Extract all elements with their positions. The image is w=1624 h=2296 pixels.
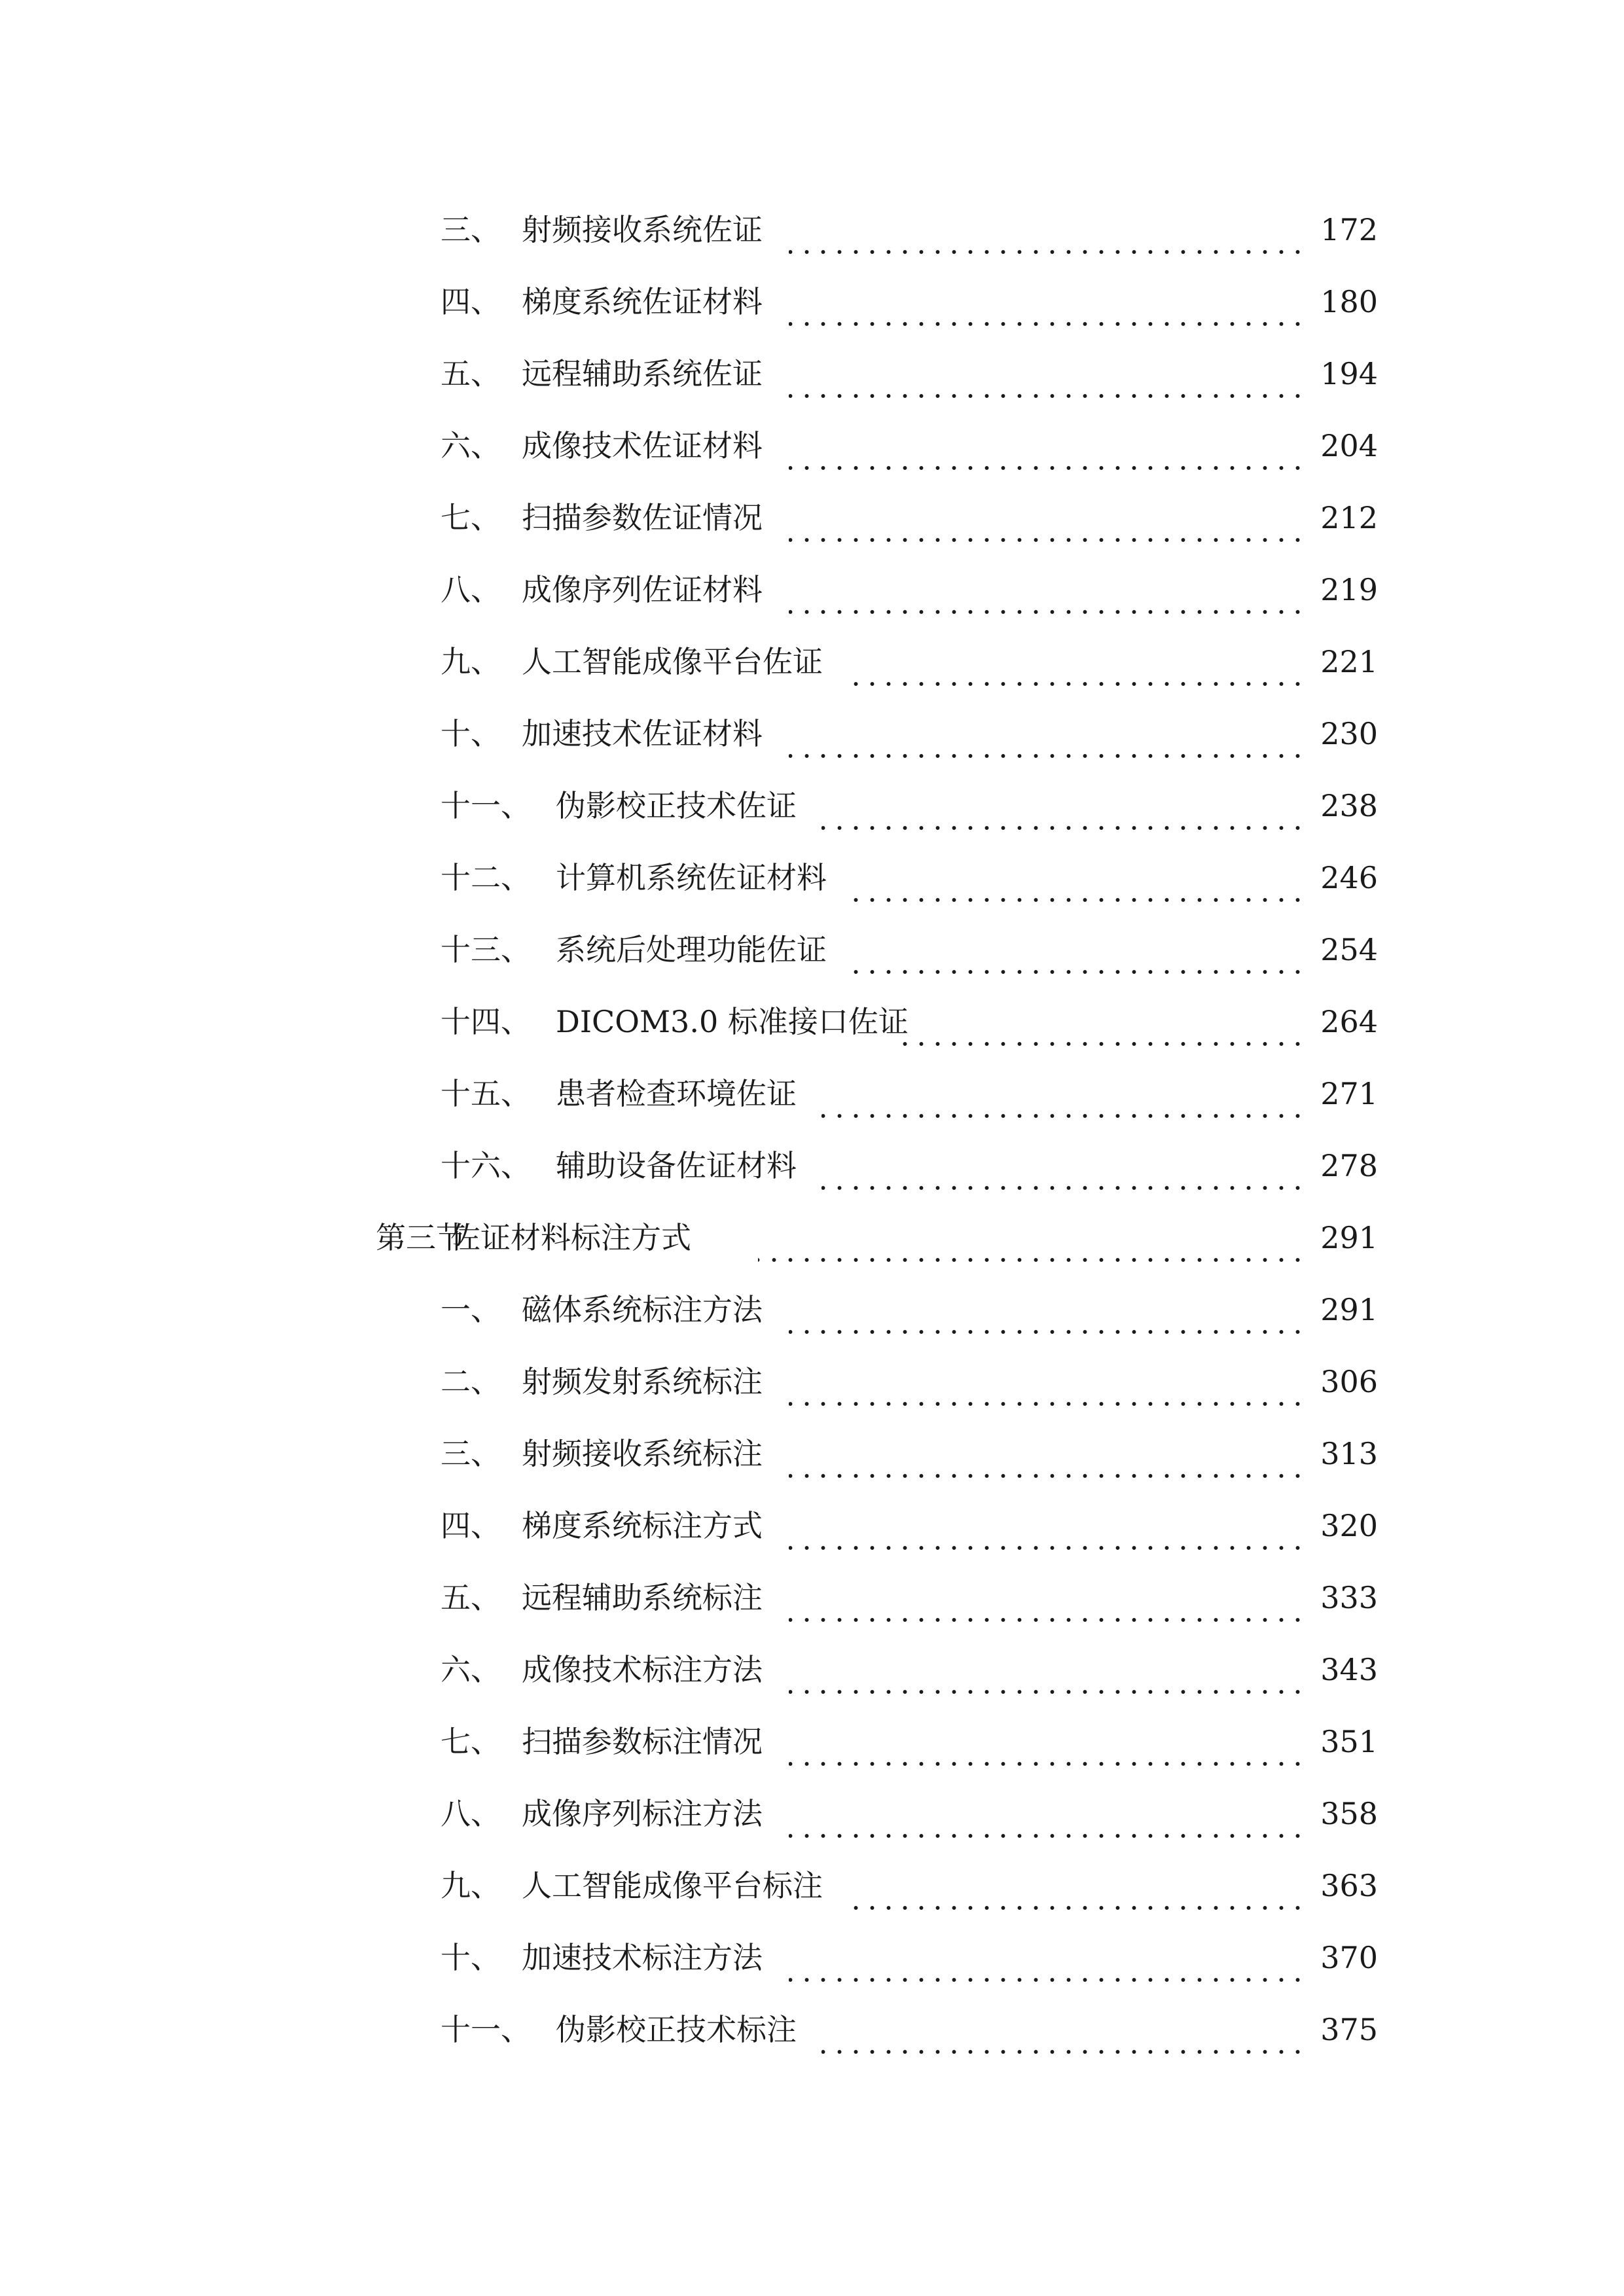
toc-dot-leader xyxy=(789,1474,1306,1478)
toc-entry-title: 患者检查环境佐证 xyxy=(556,1076,797,1111)
toc-entry-number: 三、 xyxy=(441,212,501,247)
toc-entry-number: 十六、 xyxy=(441,1148,531,1183)
toc-page-number: 313 xyxy=(1320,1436,1378,1471)
toc-entry[interactable] xyxy=(0,1284,1624,1356)
toc-dot-leader xyxy=(853,898,1306,902)
toc-entry-number: 五、 xyxy=(441,1580,501,1615)
toc-entry-title: 射频接收系统佐证 xyxy=(522,212,763,247)
toc-page-number: 375 xyxy=(1320,2012,1378,2047)
toc-entry[interactable] xyxy=(0,2004,1624,2076)
toc-dot-leader xyxy=(789,394,1306,398)
toc-entry[interactable] xyxy=(0,996,1624,1068)
toc-entry[interactable] xyxy=(0,348,1624,420)
toc-dot-leader xyxy=(789,1762,1306,1766)
toc-entry-number: 十五、 xyxy=(441,1076,531,1111)
toc-dot-leader xyxy=(789,250,1306,254)
table-of-contents xyxy=(0,204,1624,2076)
toc-page-number: 264 xyxy=(1320,1004,1378,1039)
toc-dot-leader xyxy=(853,970,1306,974)
toc-page-number: 278 xyxy=(1320,1148,1378,1183)
toc-entry[interactable] xyxy=(0,1860,1624,1932)
toc-entry-number: 十、 xyxy=(441,716,501,751)
toc-dot-leader xyxy=(789,754,1306,758)
toc-dot-leader xyxy=(789,1330,1306,1334)
toc-page-number: 363 xyxy=(1320,1868,1378,1903)
toc-entry-title: 远程辅助系统标注 xyxy=(522,1580,763,1615)
toc-entry[interactable] xyxy=(0,420,1624,492)
toc-entry-title: 梯度系统佐证材料 xyxy=(522,284,763,319)
toc-entry-number: 七、 xyxy=(441,1724,501,1759)
toc-dot-leader xyxy=(758,1258,1306,1262)
toc-page-number: 271 xyxy=(1320,1076,1378,1111)
toc-dot-leader xyxy=(789,1978,1306,1982)
toc-page-number: 333 xyxy=(1320,1580,1378,1615)
toc-page-number: 320 xyxy=(1320,1508,1378,1543)
toc-dot-leader xyxy=(892,1042,1306,1046)
toc-dot-leader xyxy=(789,610,1306,614)
toc-dot-leader xyxy=(789,466,1306,470)
toc-entry-title: 辅助设备佐证材料 xyxy=(556,1148,797,1183)
toc-dot-leader xyxy=(821,826,1306,830)
toc-entry-title: 成像技术标注方法 xyxy=(522,1652,763,1687)
toc-dot-leader xyxy=(789,538,1306,542)
toc-entry-title: 系统后处理功能佐证 xyxy=(556,932,827,967)
toc-entry[interactable] xyxy=(0,492,1624,564)
toc-entry-title: 人工智能成像平台标注 xyxy=(522,1868,823,1903)
toc-page-number: 358 xyxy=(1320,1796,1378,1831)
toc-entry-title: 磁体系统标注方法 xyxy=(522,1292,763,1327)
toc-page-number: 238 xyxy=(1320,788,1378,823)
toc-entry-number: 十一、 xyxy=(441,788,531,823)
toc-dot-leader xyxy=(789,1834,1306,1838)
toc-page-number: 194 xyxy=(1320,356,1378,391)
toc-entry-title: 人工智能成像平台佐证 xyxy=(522,644,823,679)
toc-dot-leader xyxy=(853,1906,1306,1910)
toc-entry[interactable] xyxy=(0,708,1624,780)
toc-entry-number: 七、 xyxy=(441,500,501,535)
toc-entry-number: 十三、 xyxy=(441,932,531,967)
toc-section-entry[interactable] xyxy=(0,1212,1624,1284)
toc-entry-title: DICOM3.0 标准接口佐证 xyxy=(556,1004,909,1039)
toc-entry-number: 十四、 xyxy=(441,1004,531,1039)
toc-entry-number: 十二、 xyxy=(441,860,531,895)
toc-page-number: 230 xyxy=(1320,716,1378,751)
toc-entry[interactable] xyxy=(0,1788,1624,1860)
toc-dot-leader xyxy=(853,682,1306,686)
toc-entry-title: 梯度系统标注方式 xyxy=(522,1508,763,1543)
toc-entry[interactable] xyxy=(0,780,1624,852)
toc-entry-title: 成像序列佐证材料 xyxy=(522,572,763,607)
toc-entry-title: 扫描参数标注情况 xyxy=(522,1724,763,1759)
toc-entry[interactable] xyxy=(0,924,1624,996)
toc-entry-number: 四、 xyxy=(441,284,501,319)
toc-dot-leader xyxy=(821,1186,1306,1190)
toc-entry-number: 八、 xyxy=(441,1796,501,1831)
toc-entry-title: 计算机系统佐证材料 xyxy=(556,860,827,895)
toc-page-number: 291 xyxy=(1320,1292,1378,1327)
toc-page-number: 212 xyxy=(1320,500,1378,535)
toc-dot-leader xyxy=(821,1114,1306,1118)
toc-page-number: 221 xyxy=(1320,644,1378,679)
toc-page-number: 204 xyxy=(1320,428,1378,463)
toc-dot-leader xyxy=(789,1618,1306,1622)
toc-page-number: 172 xyxy=(1320,212,1378,247)
toc-entry-number: 一、 xyxy=(441,1292,501,1327)
toc-entry-number: 九、 xyxy=(441,644,501,679)
toc-dot-leader xyxy=(789,1402,1306,1406)
toc-page-number: 291 xyxy=(1320,1220,1378,1255)
toc-entry-title: 扫描参数佐证情况 xyxy=(522,500,763,535)
toc-entry[interactable] xyxy=(0,636,1624,708)
toc-entry[interactable] xyxy=(0,1428,1624,1500)
toc-dot-leader xyxy=(789,1546,1306,1550)
toc-dot-leader xyxy=(789,1690,1306,1694)
toc-entry[interactable] xyxy=(0,1500,1624,1572)
toc-page-number: 370 xyxy=(1320,1940,1378,1975)
toc-entry[interactable] xyxy=(0,564,1624,636)
toc-dot-leader xyxy=(821,2050,1306,2054)
toc-page-number: 246 xyxy=(1320,860,1378,895)
toc-entry-number: 六、 xyxy=(441,428,501,463)
toc-entry[interactable] xyxy=(0,1068,1624,1140)
toc-entry[interactable] xyxy=(0,1932,1624,2004)
toc-entry-title: 伪影校正技术标注 xyxy=(556,2012,797,2047)
toc-entry-number: 三、 xyxy=(441,1436,501,1471)
toc-entry-number: 六、 xyxy=(441,1652,501,1687)
toc-entry[interactable] xyxy=(0,1644,1624,1716)
toc-entry-number: 八、 xyxy=(441,572,501,607)
toc-entry-title: 伪影校正技术佐证 xyxy=(556,788,797,823)
toc-entry-title: 成像技术佐证材料 xyxy=(522,428,763,463)
toc-entry-number: 九、 xyxy=(441,1868,501,1903)
toc-entry[interactable] xyxy=(0,276,1624,348)
toc-entry[interactable] xyxy=(0,1356,1624,1428)
toc-entry[interactable] xyxy=(0,1140,1624,1212)
toc-page-number: 180 xyxy=(1320,284,1378,319)
toc-entry-title: 成像序列标注方法 xyxy=(522,1796,763,1831)
toc-entry[interactable] xyxy=(0,1716,1624,1788)
toc-page-number: 306 xyxy=(1320,1364,1378,1399)
toc-section-title: 佐证材料标注方式 xyxy=(450,1220,691,1255)
toc-entry-title: 加速技术佐证材料 xyxy=(522,716,763,751)
toc-entry-title: 射频接收系统标注 xyxy=(522,1436,763,1471)
toc-entry-title: 远程辅助系统佐证 xyxy=(522,356,763,391)
toc-entry[interactable] xyxy=(0,852,1624,924)
toc-entry-number: 五、 xyxy=(441,356,501,391)
toc-entry-title: 加速技术标注方法 xyxy=(522,1940,763,1975)
toc-entry-number: 二、 xyxy=(441,1364,501,1399)
toc-entry-number: 四、 xyxy=(441,1508,501,1543)
toc-entry[interactable] xyxy=(0,204,1624,276)
toc-page-number: 343 xyxy=(1320,1652,1378,1687)
toc-entry[interactable] xyxy=(0,1572,1624,1644)
toc-page-number: 219 xyxy=(1320,572,1378,607)
toc-dot-leader xyxy=(789,322,1306,326)
toc-page-number: 351 xyxy=(1320,1724,1378,1759)
toc-page-number: 254 xyxy=(1320,932,1378,967)
toc-entry-number: 十、 xyxy=(441,1940,501,1975)
toc-entry-number: 十一、 xyxy=(441,2012,531,2047)
toc-entry-title: 射频发射系统标注 xyxy=(522,1364,763,1399)
toc-section-label: 第三节 xyxy=(376,1220,466,1255)
